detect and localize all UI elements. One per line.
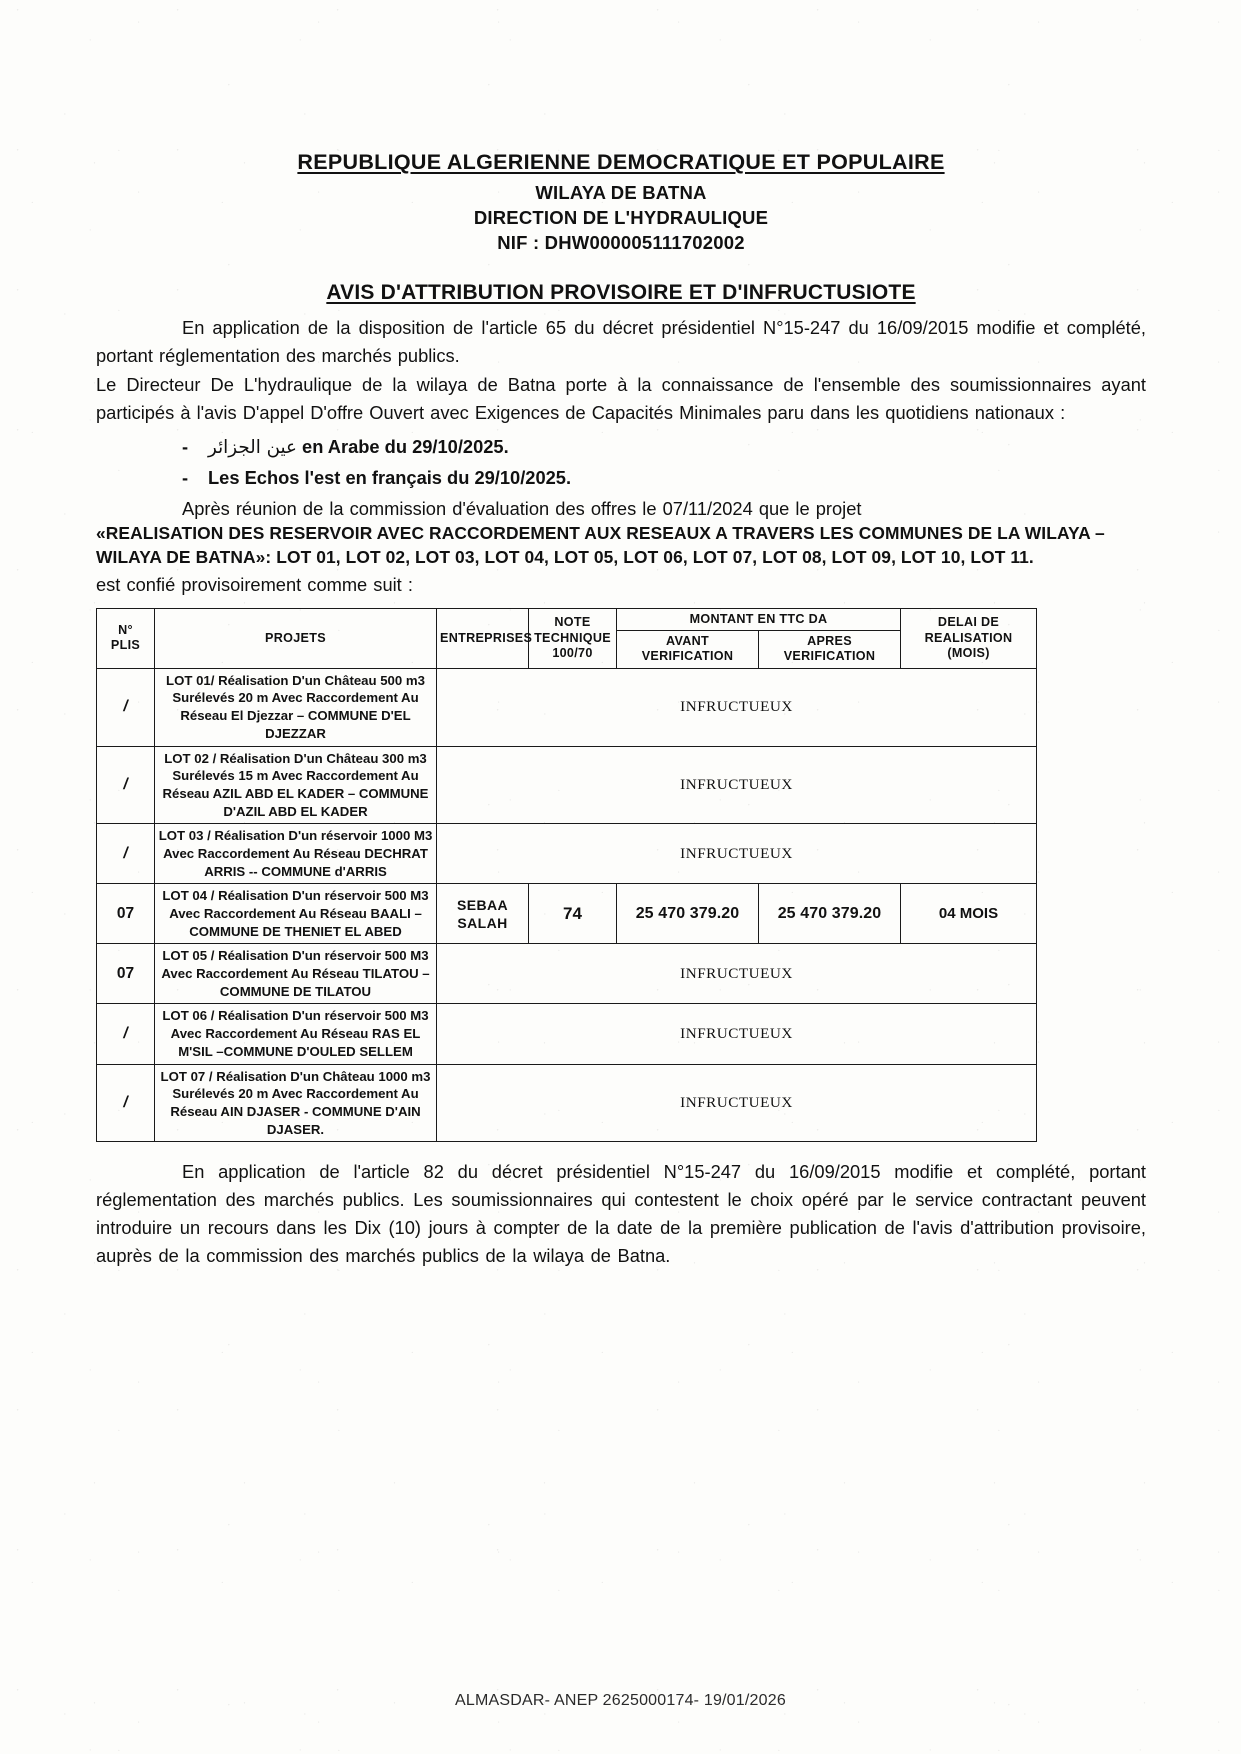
awards-table (96, 608, 1037, 1143)
column-header-projets: PROJETS (155, 608, 437, 668)
apres-line-1: APRES (807, 634, 852, 649)
cell-npli: / (97, 746, 155, 824)
project-caption-line-1: «REALISATION DES RESERVOIR AVEC RACCORDEMENT AUX RESEAUX A TRAVERS LES COMMUNES DE LA WILAYA – (96, 522, 1105, 543)
cell-npli: / (97, 824, 155, 884)
header-direction: DIRECTION DE L'HYDRAULIQUE (473, 207, 769, 229)
header-wilaya: WILAYA DE BATNA (535, 182, 707, 203)
column-header-delai (901, 608, 1037, 668)
table-row (97, 1004, 1037, 1064)
cell-projet: LOT 02 / Réalisation D'un Château 300 m3 Surélevés 15 m Avec Raccordement Au Réseau AZIL ABD EL KADER – COMMUNE D'AZIL ABD EL KADER (155, 746, 437, 824)
table-row (97, 824, 1037, 884)
awards-table-body (97, 668, 1037, 1142)
cell-projet: LOT 04 / Réalisation D'un réservoir 500 M3 Avec Raccordement Au Réseau BAALI –COMMUNE DE THENIET EL ABED (155, 884, 437, 944)
note-line-1: NOTE (554, 615, 591, 630)
delai-line-2: REALISATION (924, 630, 1013, 645)
cell-npli: / (97, 1064, 155, 1142)
header-republic: REPUBLIQUE ALGERIENNE DEMOCRATIQUE ET POPULAIRE (297, 150, 945, 174)
status-badge: INFRUCTUEUX (437, 746, 1037, 824)
column-header-montant-ttc: MONTANT EN TTC DA (617, 608, 901, 630)
cell-projet: LOT 01/ Réalisation D'un Château 500 m3 Surélevés 20 m Avec Raccordement Au Réseau El Djezzar – COMMUNE D'EL DJEZZAR (155, 668, 437, 746)
cell-projet: LOT 07 / Réalisation D'un Château 1000 m3 Surélevés 20 m Avec Raccordement Au Réseau AIN DJASER - COMMUNE D'AIN DJASER. (155, 1064, 437, 1142)
document-header (96, 150, 1146, 255)
status-badge: INFRUCTUEUX (437, 668, 1037, 746)
status-badge: INFRUCTUEUX (437, 824, 1037, 884)
table-row (97, 668, 1037, 746)
delai-line-1: DELAI DE (937, 615, 1000, 630)
page-footer: ALMASDAR- ANEP 2625000174- 19/01/2026 (455, 1692, 786, 1709)
cell-npli: / (97, 668, 155, 746)
cell-npli: 07 (97, 944, 155, 1004)
column-header-apres-verification (759, 631, 901, 669)
column-header-avant-verification (617, 631, 759, 669)
delai-line-3: (MOIS) (947, 645, 990, 660)
npli-line-2: PLIS (110, 638, 141, 653)
table-row (97, 944, 1037, 1004)
newspaper-date-arabic: en Arabe du 29/10/2025. (302, 436, 509, 458)
table-row (97, 1064, 1037, 1142)
column-header-entreprises: ENTREPRISES (437, 608, 529, 668)
npli-line-1: N° (118, 622, 133, 637)
avant-line-1: AVANT (665, 634, 709, 649)
apres-line-2: VERIFICATION (783, 649, 876, 664)
cell-montant-avant: 25 470 379.20 (617, 884, 759, 944)
avant-line-2: VERIFICATION (641, 649, 734, 664)
newspaper-date-french: Les Echos l'est en français du 29/10/2025. (208, 466, 572, 488)
cell-montant-apres: 25 470 379.20 (759, 884, 901, 944)
paragraph-award-intro: est confié provisoirement comme suit : (96, 574, 413, 596)
table-row (97, 884, 1037, 944)
header-nif: NIF : DHW000005111702002 (497, 232, 745, 254)
list-item (96, 432, 1146, 463)
closing-text: En application de l'article 82 du décret présidentiel N°15-247 du 16/09/2015 modifie et complété, portant réglementation des marchés publics. Les soumissionnaires qui contestent le choix opéré par le service contractant peuvent introduire un recours dans les Dix (10) jours à compter de la date de la première publication de l'avis d'attribution provisoire, auprès de la commission des marchés publics de la wilaya de Batna. (96, 1161, 1146, 1266)
bullet-dash: - (182, 436, 189, 458)
newspaper-name-arabic: عين الجزائر (208, 437, 297, 459)
cell-npli: / (97, 1004, 155, 1064)
cell-entreprise: SEBAA SALAH (437, 884, 529, 944)
paragraph-article-65: En application de la disposition de l'article 65 du décret présidentiel N°15-247 du 16/09/2015 modifie et complété, portant réglementation des marchés publics. (96, 317, 1146, 366)
status-badge: INFRUCTUEUX (437, 1004, 1037, 1064)
list-item (96, 463, 1146, 493)
status-badge: INFRUCTUEUX (437, 1064, 1037, 1142)
table-header-row-1 (97, 608, 1037, 630)
cell-delai: 04 MOIS (901, 884, 1037, 944)
cell-projet: LOT 05 / Réalisation D'un réservoir 500 M3 Avec Raccordement Au Réseau TILATOU –COMMUNE DE TILATOU (155, 944, 437, 1004)
table-row (97, 746, 1037, 824)
paragraph-appeal-article-82 (96, 1158, 1146, 1269)
document-content (96, 150, 1146, 1269)
project-caption-line-2: WILAYA DE BATNA»: LOT 01, LOT 02, LOT 03, LOT 04, LOT 05, LOT 06, LOT 07, LOT 08, LOT 09, LOT 10, LOT 11. (96, 546, 1034, 567)
paragraph-director-notice: Le Directeur De L'hydraulique de la wilaya de Batna porte à la connaissance de l'ensemble des soumissionnaires ayant participés à l'avis D'appel D'offre Ouvert avec Exigences de Capacités Minimales paru dans les quotidiens nationaux : (96, 374, 1146, 423)
bullet-dash: - (182, 466, 189, 488)
page-title: AVIS D'ATTRIBUTION PROVISOIRE ET D'INFRUCTUSIOTE (326, 281, 916, 305)
cell-npli: 07 (97, 884, 155, 944)
cell-note-technique: 74 (529, 884, 617, 944)
column-header-npli (97, 608, 155, 668)
cell-projet: LOT 06 / Réalisation D'un réservoir 500 M3 Avec Raccordement Au Réseau RAS EL M'SIL –COMMUNE D'OULED SELLEM (155, 1004, 437, 1064)
cell-projet: LOT 03 / Réalisation D'un réservoir 1000 M3 Avec Raccordement Au Réseau DECHRAT ARRIS -- COMMUNE d'ARRIS (155, 824, 437, 884)
paragraph-commission-meeting: Après réunion de la commission d'évaluation des offres le 07/11/2024 que le projet (182, 497, 862, 519)
column-header-note-technique (529, 608, 617, 668)
note-line-2: TECHNIQUE (534, 630, 611, 645)
newspaper-list (96, 432, 1146, 492)
note-line-3: 100/70 (552, 645, 593, 660)
status-badge: INFRUCTUEUX (437, 944, 1037, 1004)
